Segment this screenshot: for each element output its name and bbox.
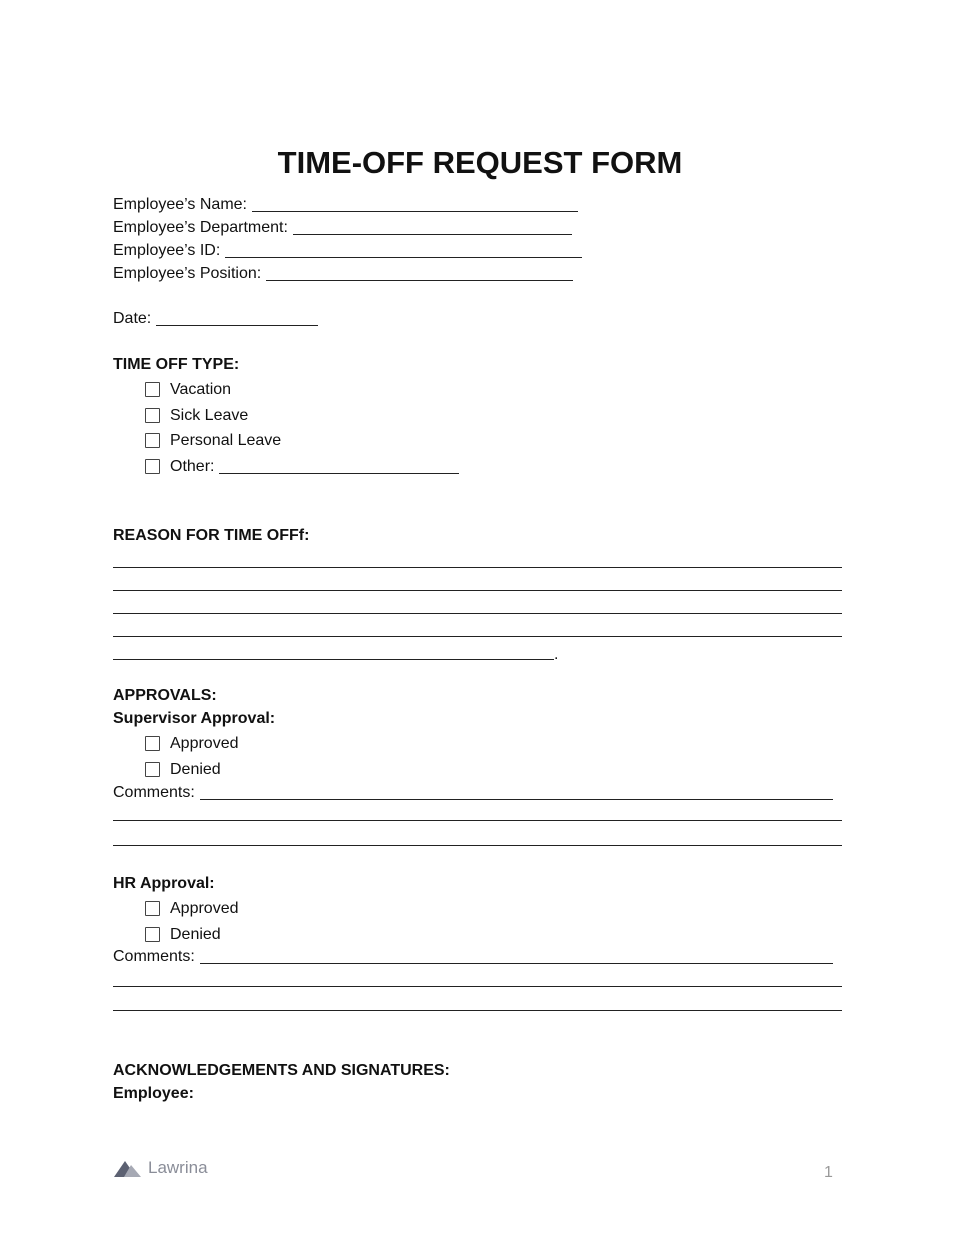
checkbox-icon[interactable] xyxy=(145,927,160,942)
option-label: Approved xyxy=(170,900,239,917)
field-label: Comments: xyxy=(113,784,195,801)
checkbox-personal-leave[interactable] xyxy=(145,431,281,451)
lawrina-logo xyxy=(114,1158,208,1178)
checkbox-icon[interactable] xyxy=(145,382,160,397)
blank-line[interactable] xyxy=(156,311,318,326)
supervisor-comments-field[interactable] xyxy=(113,783,833,803)
end-mark: . xyxy=(554,646,559,663)
checkbox-supervisor-denied[interactable] xyxy=(145,760,221,780)
blank-line[interactable] xyxy=(225,243,582,258)
checkbox-icon[interactable] xyxy=(145,408,160,423)
option-label: Denied xyxy=(170,926,221,943)
field-label: Comments: xyxy=(113,948,195,965)
acknowledgements-heading: ACKNOWLEDGEMENTS AND SIGNATURES: xyxy=(113,1062,450,1079)
supervisor-approval-heading: Supervisor Approval: xyxy=(113,710,276,727)
blank-line[interactable] xyxy=(252,197,578,212)
blank-line[interactable] xyxy=(200,785,833,800)
reason-heading: REASON FOR TIME OFFf: xyxy=(113,527,310,544)
approvals-heading: APPROVALS: xyxy=(113,687,217,704)
hr-approval-heading: HR Approval: xyxy=(113,875,215,892)
checkbox-icon[interactable] xyxy=(145,901,160,916)
employee-position-field[interactable] xyxy=(113,264,573,284)
checkbox-hr-denied[interactable] xyxy=(145,925,221,945)
logo-text: Lawrina xyxy=(148,1158,208,1177)
reason-line[interactable] xyxy=(113,590,842,591)
date-field[interactable] xyxy=(113,309,318,329)
employee-department-field[interactable] xyxy=(113,218,572,238)
field-label: Employee’s Name: xyxy=(113,196,247,213)
checkbox-hr-approved[interactable] xyxy=(145,899,239,919)
option-label: Approved xyxy=(170,735,239,752)
comment-line[interactable] xyxy=(113,986,842,987)
option-label: Other: xyxy=(170,458,215,475)
checkbox-icon[interactable] xyxy=(145,433,160,448)
employee-id-field[interactable] xyxy=(113,241,582,261)
field-label: Employee’s ID: xyxy=(113,242,221,259)
reason-line[interactable] xyxy=(113,659,554,660)
field-label: Date: xyxy=(113,310,152,327)
mountain-logo-icon xyxy=(114,1158,142,1178)
comment-line[interactable] xyxy=(113,1010,842,1011)
employee-signature-label: Employee: xyxy=(113,1085,194,1102)
option-label: Vacation xyxy=(170,381,232,398)
blank-line[interactable] xyxy=(219,459,459,474)
form-title: TIME-OFF REQUEST FORM xyxy=(277,145,683,180)
checkbox-icon[interactable] xyxy=(145,736,160,751)
field-label: Employee’s Department: xyxy=(113,219,288,236)
employee-name-field[interactable] xyxy=(113,195,578,215)
checkbox-icon[interactable] xyxy=(145,459,160,474)
comment-line[interactable] xyxy=(113,820,842,821)
reason-line[interactable] xyxy=(113,613,842,614)
hr-comments-field[interactable] xyxy=(113,947,833,967)
option-label: Sick Leave xyxy=(170,407,249,424)
field-label: Employee’s Position: xyxy=(113,265,262,282)
checkbox-sick-leave[interactable] xyxy=(145,406,248,426)
blank-line[interactable] xyxy=(200,949,833,964)
option-label: Denied xyxy=(170,761,221,778)
option-label: Personal Leave xyxy=(170,432,282,449)
blank-line[interactable] xyxy=(293,220,572,235)
checkbox-supervisor-approved[interactable] xyxy=(145,734,239,754)
time-off-type-heading: TIME OFF TYPE: xyxy=(113,356,240,373)
comment-line[interactable] xyxy=(113,845,842,846)
checkbox-icon[interactable] xyxy=(145,762,160,777)
reason-line[interactable] xyxy=(113,636,842,637)
checkbox-vacation[interactable] xyxy=(145,380,231,400)
page-number: 1 xyxy=(824,1164,833,1181)
blank-line[interactable] xyxy=(266,266,573,281)
reason-line[interactable] xyxy=(113,567,842,568)
checkbox-other[interactable] xyxy=(145,457,459,477)
